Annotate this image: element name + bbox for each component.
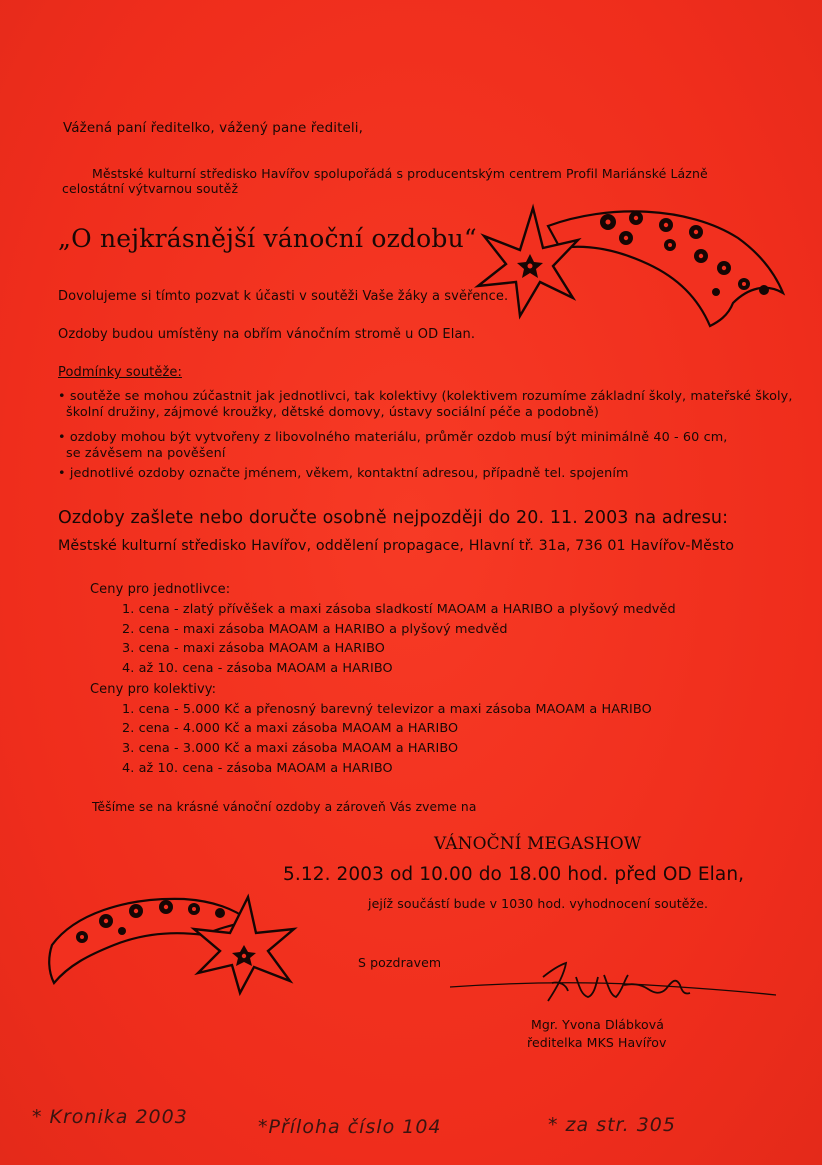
regards-text: S pozdravem bbox=[358, 955, 442, 970]
individual-prize: 2. cena - maxi zásoba MAOAM a HARIBO a plyšový medvěd bbox=[122, 622, 508, 637]
handwritten-note-attachment: *Příloha číslo 104 bbox=[258, 1116, 442, 1138]
signature bbox=[448, 955, 778, 1015]
collective-prize: 3. cena - 3.000 Kč a maxi zásoba MAOAM a HARIBO bbox=[122, 741, 459, 756]
signer-role: ředitelka MKS Havířov bbox=[527, 1035, 667, 1050]
shooting-star-icon bbox=[44, 885, 304, 995]
collective-prize: 4. až 10. cena - zásoba MAOAM a HARIBO bbox=[122, 761, 393, 776]
condition-1-line-1: • soutěže se mohou zúčastnit jak jednotlivci, tak kolektivy (kolektivem rozumíme základní školy, mateřské školy, bbox=[58, 389, 793, 404]
condition-2-line-1: • ozdoby mohou být vytvořeny z libovolného materiálu, průměr ozdob musí být minimálně 40 - 60 cm, bbox=[58, 430, 728, 445]
individual-prizes-heading: Ceny pro jednotlivce: bbox=[90, 582, 231, 597]
show-datetime: 5.12. 2003 od 10.00 do 18.00 hod. před OD Elan, bbox=[283, 864, 745, 885]
contest-title: „O nejkrásnější vánoční ozdobu“ bbox=[58, 224, 477, 253]
condition-2-line-2: se závěsem na pověšení bbox=[66, 446, 226, 461]
looking-forward-text: Těšíme se na krásné vánoční ozdoby a zároveň Vás zveme na bbox=[92, 800, 477, 814]
individual-prize: 4. až 10. cena - zásoba MAOAM a HARIBO bbox=[122, 661, 393, 676]
address-text: Městské kulturní středisko Havířov, oddělení propagace, Hlavní tř. 31a, 736 01 Havířov-Město bbox=[58, 538, 735, 554]
collective-prizes-heading: Ceny pro kolektivy: bbox=[90, 682, 217, 697]
condition-1-line-2: školní družiny, zájmové kroužky, dětské domovy, ústavy sociální péče a podobně) bbox=[66, 405, 599, 420]
intro-line-1: Městské kulturní středisko Havířov spolupořádá s producentským centrem Profil Mariánské Lázně bbox=[92, 166, 708, 181]
collective-prize: 1. cena - 5.000 Kč a přenosný barevný televizor a maxi zásoba MAOAM a HARIBO bbox=[122, 702, 652, 717]
salutation: Vážená paní ředitelko, vážený pane řediteli, bbox=[63, 120, 363, 136]
show-evaluation: jejíž součástí bude v 1030 hod. vyhodnocení soutěže. bbox=[368, 896, 709, 911]
handwritten-note-page: * za str. 305 bbox=[548, 1114, 676, 1136]
placement-text: Ozdoby budou umístěny na obřím vánočním stromě u OD Elan. bbox=[58, 327, 476, 342]
invitation-text: Dovolujeme si tímto pozvat k účasti v soutěži Vaše žáky a svěřence. bbox=[58, 289, 509, 304]
condition-3: • jednotlivé ozdoby označte jménem, věkem, kontaktní adresou, případně tel. spojením bbox=[58, 466, 629, 481]
deadline-text: Ozdoby zašlete nebo doručte osobně nejpozději do 20. 11. 2003 na adresu: bbox=[58, 508, 729, 528]
signer-name: Mgr. Yvona Dlábková bbox=[531, 1017, 664, 1032]
conditions-heading: Podmínky soutěže: bbox=[58, 365, 182, 380]
individual-prize: 3. cena - maxi zásoba MAOAM a HARIBO bbox=[122, 641, 385, 656]
collective-prize: 2. cena - 4.000 Kč a maxi zásoba MAOAM a HARIBO bbox=[122, 721, 459, 736]
handwritten-note-chronicle: * Kronika 2003 bbox=[32, 1106, 188, 1128]
individual-prize: 1. cena - zlatý přívěšek a maxi zásoba sladkostí MAOAM a HARIBO a plyšový medvěd bbox=[122, 602, 676, 617]
show-title: VÁNOČNÍ MEGASHOW bbox=[434, 834, 642, 854]
intro-line-2: celostátní výtvarnou soutěž bbox=[62, 181, 239, 196]
shooting-star-icon bbox=[448, 198, 788, 338]
